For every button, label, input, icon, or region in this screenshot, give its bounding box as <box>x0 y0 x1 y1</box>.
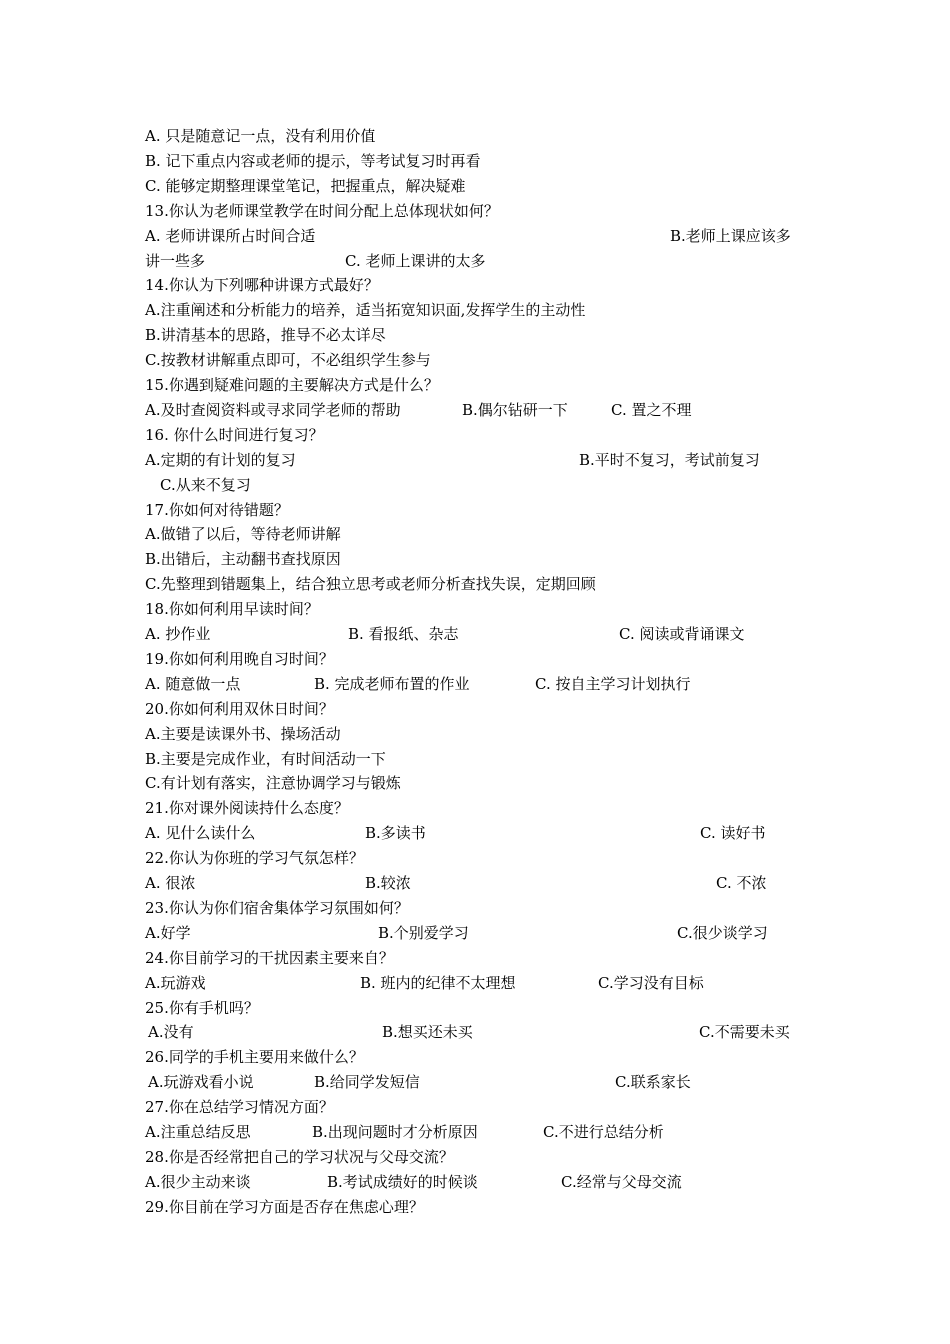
option-text: C. 置之不理 <box>611 400 692 419</box>
question-text: 25.你有手机吗？ <box>145 998 259 1017</box>
option-text: A.及时查阅资料或寻求同学老师的帮助 <box>145 400 401 419</box>
question-text: 14.你认为下列哪种讲课方式最好？ <box>145 276 379 295</box>
question-text: 17.你如何对待错题？ <box>145 500 289 519</box>
question-text: 19.你如何利用晚自习时间？ <box>145 649 334 668</box>
option-text: B.主要是完成作业，有时间活动一下 <box>145 749 386 768</box>
option-text: B. 完成老师布置的作业 <box>314 674 470 693</box>
option-text: B.多读书 <box>365 824 426 843</box>
option-text: C.联系家长 <box>615 1073 691 1092</box>
option-text: A. 随意做一点 <box>145 674 241 693</box>
option-text: A.很少主动来谈 <box>145 1172 251 1191</box>
option-text: B.偶尔钻研一下 <box>462 400 568 419</box>
option-text: C. 老师上课讲的太多 <box>345 251 486 270</box>
option-text: C.很少谈学习 <box>677 923 768 942</box>
option-text: C. 阅读或背诵课文 <box>619 625 745 643</box>
question-text: 15.你遇到疑难问题的主要解决方式是什么？ <box>145 376 439 394</box>
option-text: B.平时不复习，考试前复习 <box>579 450 760 469</box>
option-text: C.经常与父母交流 <box>561 1172 682 1191</box>
option-text: C.有计划有落实，注意协调学习与锻炼 <box>145 774 401 793</box>
option-text: A.定期的有计划的复习 <box>145 450 296 469</box>
option-text: C.不进行总结分析 <box>543 1123 664 1141</box>
question-text: 13.你认为老师课堂教学在时间分配上总体现状如何？ <box>145 201 499 220</box>
option-text: 讲一些多 <box>145 251 206 270</box>
option-text: B. 看报纸、杂志 <box>348 625 459 643</box>
option-text: A.玩游戏看小说 <box>148 1073 254 1092</box>
option-text: A. 只是随意记一点，没有利用价值 <box>145 127 376 145</box>
option-text: B.老师上课应该多 <box>670 226 791 245</box>
option-text: B.个别爱学习 <box>378 923 469 942</box>
option-text: C. 按自主学习计划执行 <box>535 674 691 693</box>
option-text: A.注重阐述和分析能力的培养，适当拓宽知识面,发挥学生的主动性 <box>145 301 586 320</box>
option-text: A.玩游戏 <box>145 973 206 992</box>
question-text: 20.你如何利用双休日时间？ <box>145 699 334 718</box>
option-text: A.好学 <box>145 923 191 942</box>
option-text: B.出错后，主动翻书查找原因 <box>145 550 341 569</box>
option-text: C. 读好书 <box>700 824 766 843</box>
option-text: C. 能够定期整理课堂笔记，把握重点，解决疑难 <box>145 176 466 195</box>
option-text: A. 老师讲课所占时间合适 <box>145 226 316 245</box>
question-text: 28.你是否经常把自己的学习状况与父母交流？ <box>145 1147 454 1166</box>
option-text: A. 见什么读什么 <box>145 824 256 843</box>
question-text: 27.你在总结学习情况方面？ <box>145 1098 334 1117</box>
option-text: C.学习没有目标 <box>598 973 704 992</box>
option-text: C.不需要未买 <box>699 1023 790 1042</box>
option-text: A.做错了以后，等待老师讲解 <box>145 525 341 544</box>
option-text: A.注重总结反思 <box>145 1123 251 1141</box>
option-text: A.没有 <box>148 1023 194 1042</box>
question-text: 18.你如何利用早读时间？ <box>145 600 319 619</box>
option-text: B.想买还未买 <box>382 1023 473 1042</box>
question-text: 21.你对课外阅读持什么态度？ <box>145 799 349 818</box>
option-text: C.先整理到错题集上，结合独立思考或老师分析查找失误，定期回顾 <box>145 575 596 594</box>
option-text: A. 抄作业 <box>145 625 211 643</box>
option-text: B.给同学发短信 <box>314 1073 420 1092</box>
option-text: A.主要是读课外书、操场活动 <box>145 724 341 743</box>
question-text: 26.同学的手机主要用来做什么？ <box>145 1048 364 1067</box>
question-text: 24.你目前学习的干扰因素主要来自？ <box>145 948 394 967</box>
option-text: B.出现问题时才分析原因 <box>312 1123 478 1141</box>
option-text: B. 记下重点内容或老师的提示，等考试复习时再看 <box>145 151 481 170</box>
option-text: B.考试成绩好的时候谈 <box>327 1172 478 1191</box>
question-text: 29.你目前在学习方面是否存在焦虑心理？ <box>145 1197 424 1216</box>
option-text: B.较浓 <box>365 874 411 892</box>
option-text: B.讲清基本的思路，推导不必太详尽 <box>145 326 386 345</box>
question-text: 16. 你什么时间进行复习？ <box>145 425 324 444</box>
option-text: C.从来不复习 <box>160 475 251 494</box>
option-text: B. 班内的纪律不太理想 <box>360 973 516 992</box>
question-text: 22.你认为你班的学习气氛怎样？ <box>145 849 364 868</box>
question-text: 23.你认为你们宿舍集体学习氛围如何？ <box>145 898 409 917</box>
option-text: C. 不浓 <box>716 874 767 892</box>
option-text: C.按教材讲解重点即可，不必组织学生参与 <box>145 351 431 370</box>
option-text: A. 很浓 <box>145 874 196 892</box>
